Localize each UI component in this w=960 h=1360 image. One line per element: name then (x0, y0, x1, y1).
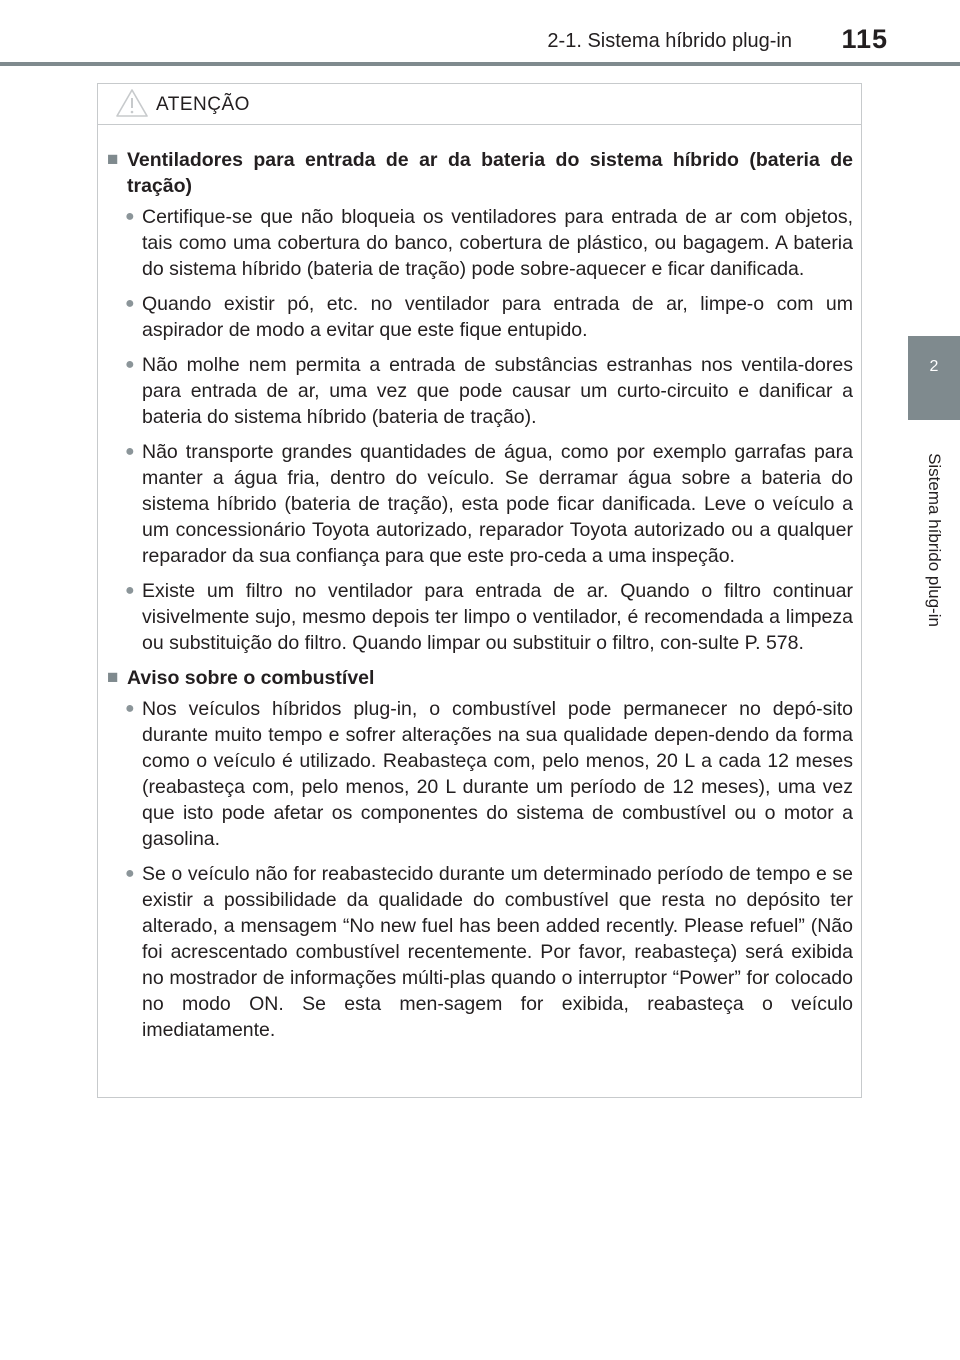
section-heading: ■ Aviso sobre o combustível (107, 667, 375, 689)
warning-triangle-icon (115, 88, 149, 118)
circle-bullet-icon: ● (125, 443, 135, 460)
circle-bullet-icon: ● (125, 865, 135, 882)
list-item: ● Quando existir pó, etc. no ventilador para entrada de ar, limpe-o com um aspirador de modo a evitar que este fique entupido. (125, 293, 853, 341)
list-item: ● Se o veículo não for reabastecido durante um determinado período de tempo e se existir a possibilidade da qualidade do combustível que resta no depósito ter alterado, a mensagem “No new fuel has been added recently. Please refuel” (Não foi acrescentado combustível recentemente. Por favor, reabasteça) será exibida no mostrador de informações múlti-plas quando o interruptor “Power” for colocado no modo ON. Se esta men-sagem for exibida, reabasteça o veículo imediatamente. (125, 863, 853, 1041)
warning-body (98, 125, 861, 1043)
warning-box (97, 83, 862, 1098)
square-bullet-icon: ■ (107, 667, 119, 688)
circle-bullet-icon: ● (125, 208, 135, 225)
list-item: ● Certifique-se que não bloqueia os ventiladores para entrada de ar com objetos, tais como uma cobertura do banco, cobertura de plástico, ou bagagem. A bateria do sistema híbrido (bateria de tração) pode sobre-aquecer e ficar danificada. (125, 206, 853, 280)
circle-bullet-icon: ● (125, 582, 135, 599)
chapter-number: 2 (929, 358, 939, 375)
section-heading: ■ Ventiladores para entrada de ar da bateria do sistema híbrido (bateria de tração) (107, 149, 853, 197)
list-item: ● Existe um filtro no ventilador para entrada de ar. Quando o filtro continuar visivelmente sujo, mesmo depois ter limpo o ventilador, é recomendada a limpeza ou substituição do filtro. Quando limpar ou substituir o filtro, con-sulte P. 578. (125, 580, 853, 654)
circle-bullet-icon: ● (125, 295, 135, 312)
page-number: 115 (841, 24, 888, 54)
list-item: ● Não molhe nem permita a entrada de substâncias estranhas nos ventila-dores para entrada de ar, uma vez que pode causar um curto-circuito e danificar a bateria do sistema híbrido (bateria de tração). (125, 354, 853, 428)
circle-bullet-icon: ● (125, 700, 135, 717)
square-bullet-icon: ■ (107, 149, 119, 170)
section-fuel-notice (107, 665, 853, 1043)
section-battery-fans (107, 147, 853, 656)
list-item: ● Nos veículos híbridos plug-in, o combustível pode permanecer no depó-sito durante muito tempo e sofrer alterações na sua qualidade depen-dendo da forma como o veículo é utilizado. Reabasteça com, pelo menos, 20 L a cada 12 meses (reabasteça com, pelo menos, 20 L durante um período de 12 meses), uma vez que isto pode afetar os componentes do sistema de combustível ou o motor a gasolina. (125, 698, 853, 850)
list-item: ● Não transporte grandes quantidades de água, como por exemplo garrafas para manter a água fria, dentro do veículo. Se derramar água sobre a bateria do sistema híbrido (bateria de tração), esta pode ficar danificada. Leve o veículo a um concessionário Toyota autorizado, reparador Toyota autorizado ou a qualquer reparador da sua confiança para que este pro-ceda a uma inspeção. (125, 441, 853, 567)
warning-header (98, 84, 861, 125)
section-title: 2-1. Sistema híbrido plug-in (547, 30, 792, 52)
warning-title: ATENÇÃO (156, 94, 250, 115)
circle-bullet-icon: ● (125, 356, 135, 373)
chapter-label: Sistema híbrido plug-in (925, 453, 944, 627)
header-rule (0, 62, 960, 66)
chapter-tab (908, 336, 960, 420)
